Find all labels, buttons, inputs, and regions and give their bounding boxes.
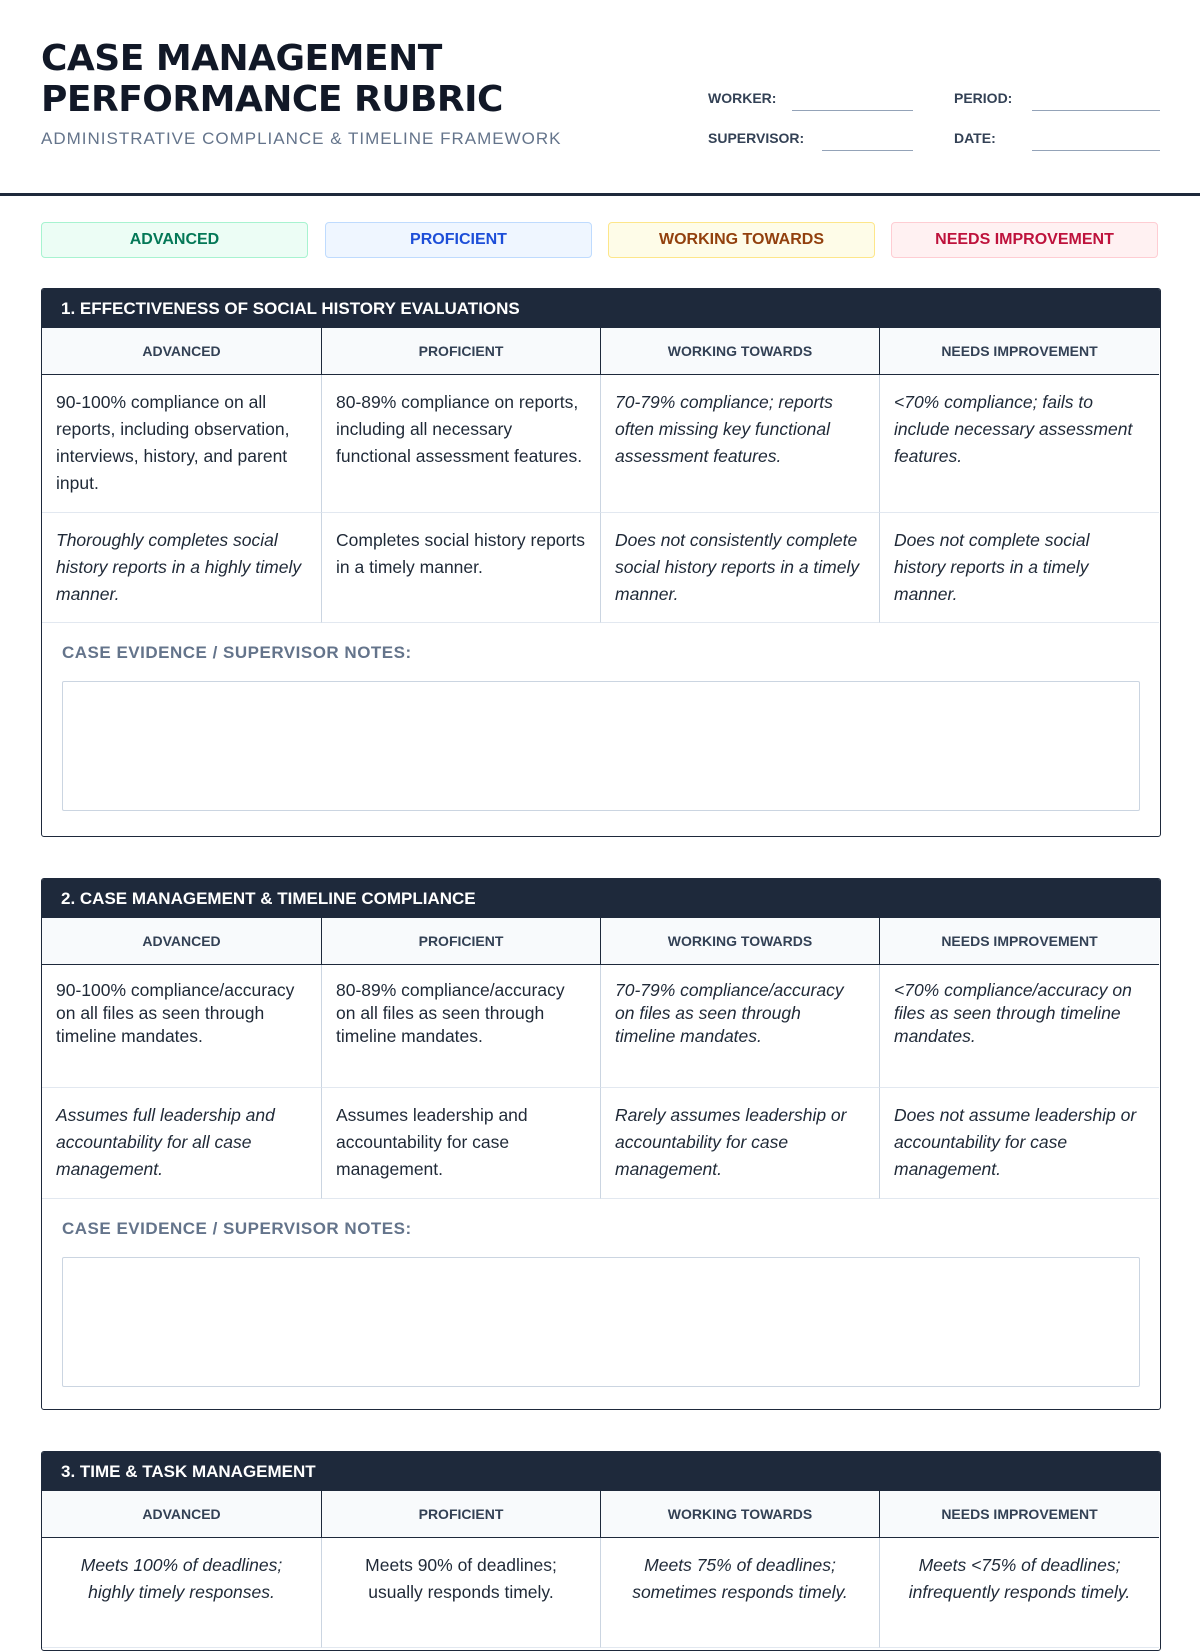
supervisor-label: SUPERVISOR: (708, 130, 805, 146)
column-header-needs-improvement: NEEDS IMPROVEMENT (880, 918, 1159, 965)
worker-field[interactable] (792, 110, 913, 111)
column-header-needs-improvement: NEEDS IMPROVEMENT (880, 328, 1159, 375)
rubric-table (42, 1491, 1160, 1648)
worker-label: WORKER: (708, 90, 777, 106)
rubric-cell[interactable]: Does not assume leadership or accountability for case management. (880, 1088, 1159, 1199)
rubric-section-1 (41, 288, 1161, 837)
notes-area (42, 623, 1160, 831)
title-line-1: CASE MANAGEMENT (41, 38, 442, 79)
rubric-section-3 (41, 1451, 1161, 1651)
title-line-2: PERFORMANCE RUBRIC (41, 79, 503, 120)
rubric-table (42, 328, 1160, 623)
rubric-cell[interactable]: Thoroughly completes social history reports in a highly timely manner. (42, 513, 322, 623)
column-header-advanced: ADVANCED (42, 918, 322, 965)
section-title: 2. CASE MANAGEMENT & TIMELINE COMPLIANCE (42, 879, 1160, 918)
column-header-proficient: PROFICIENT (322, 1491, 601, 1538)
rubric-cell[interactable]: Rarely assumes leadership or accountability for case management. (601, 1088, 880, 1199)
rubric-cell[interactable]: 80-89% compliance on reports, including all necessary functional assessment features. (322, 375, 601, 513)
notes-area (42, 1199, 1160, 1407)
rubric-cell[interactable]: 80-89% compliance/accuracy on all files as seen through timeline mandates. (322, 965, 601, 1088)
rubric-cell[interactable]: 70-79% compliance/accuracy on files as seen through timeline mandates. (601, 965, 880, 1088)
column-header-advanced: ADVANCED (42, 1491, 322, 1538)
supervisor-field[interactable] (822, 150, 913, 151)
page-header (0, 0, 1200, 196)
legend-proficient: PROFICIENT (325, 222, 592, 258)
rubric-cell[interactable]: <70% compliance/accuracy on files as seen through timeline mandates. (880, 965, 1159, 1088)
period-label: PERIOD: (954, 90, 1013, 106)
date-field[interactable] (1032, 150, 1160, 151)
rubric-cell[interactable]: Completes social history reports in a timely manner. (322, 513, 601, 623)
legend-working-towards: WORKING TOWARDS (608, 222, 875, 258)
section-title: 1. EFFECTIVENESS OF SOCIAL HISTORY EVALUATIONS (42, 289, 1160, 328)
period-field[interactable] (1032, 110, 1160, 111)
rubric-cell[interactable]: Meets 75% of deadlines; sometimes responds timely. (601, 1538, 880, 1648)
rubric-section-2 (41, 878, 1161, 1410)
rubric-cell[interactable]: Assumes leadership and accountability for case management. (322, 1088, 601, 1199)
rubric-cell[interactable]: Does not consistently complete social history reports in a timely manner. (601, 513, 880, 623)
rubric-cell[interactable]: 90-100% compliance on all reports, including observation, interviews, history, and parent input. (42, 375, 322, 513)
column-header-advanced: ADVANCED (42, 328, 322, 375)
rubric-table (42, 918, 1160, 1199)
legend-advanced: ADVANCED (41, 222, 308, 258)
notes-input[interactable] (62, 681, 1140, 811)
column-header-working-towards: WORKING TOWARDS (601, 918, 880, 965)
notes-label: CASE EVIDENCE / SUPERVISOR NOTES: (62, 1219, 412, 1238)
rubric-cell[interactable]: Meets <75% of deadlines; infrequently responds timely. (880, 1538, 1159, 1648)
date-label: DATE: (954, 130, 996, 146)
notes-label: CASE EVIDENCE / SUPERVISOR NOTES: (62, 643, 412, 662)
column-header-needs-improvement: NEEDS IMPROVEMENT (880, 1491, 1159, 1538)
rubric-cell[interactable]: Meets 100% of deadlines; highly timely responses. (42, 1538, 322, 1648)
column-header-working-towards: WORKING TOWARDS (601, 1491, 880, 1538)
section-title: 3. TIME & TASK MANAGEMENT (42, 1452, 1160, 1491)
column-header-proficient: PROFICIENT (322, 918, 601, 965)
column-header-proficient: PROFICIENT (322, 328, 601, 375)
page-subtitle: ADMINISTRATIVE COMPLIANCE & TIMELINE FRAMEWORK (41, 129, 562, 148)
rubric-cell[interactable]: Assumes full leadership and accountability for all case management. (42, 1088, 322, 1199)
rubric-cell[interactable]: Does not complete social history reports in a timely manner. (880, 513, 1159, 623)
notes-input[interactable] (62, 1257, 1140, 1387)
rubric-cell[interactable]: 90-100% compliance/accuracy on all files as seen through timeline mandates. (42, 965, 322, 1088)
rubric-cell[interactable]: 70-79% compliance; reports often missing key functional assessment features. (601, 375, 880, 513)
rubric-cell[interactable]: <70% compliance; fails to include necessary assessment features. (880, 375, 1159, 513)
page-title (41, 38, 503, 120)
rubric-cell[interactable]: Meets 90% of deadlines; usually responds timely. (322, 1538, 601, 1648)
column-header-working-towards: WORKING TOWARDS (601, 328, 880, 375)
legend-needs-improvement: NEEDS IMPROVEMENT (891, 222, 1158, 258)
